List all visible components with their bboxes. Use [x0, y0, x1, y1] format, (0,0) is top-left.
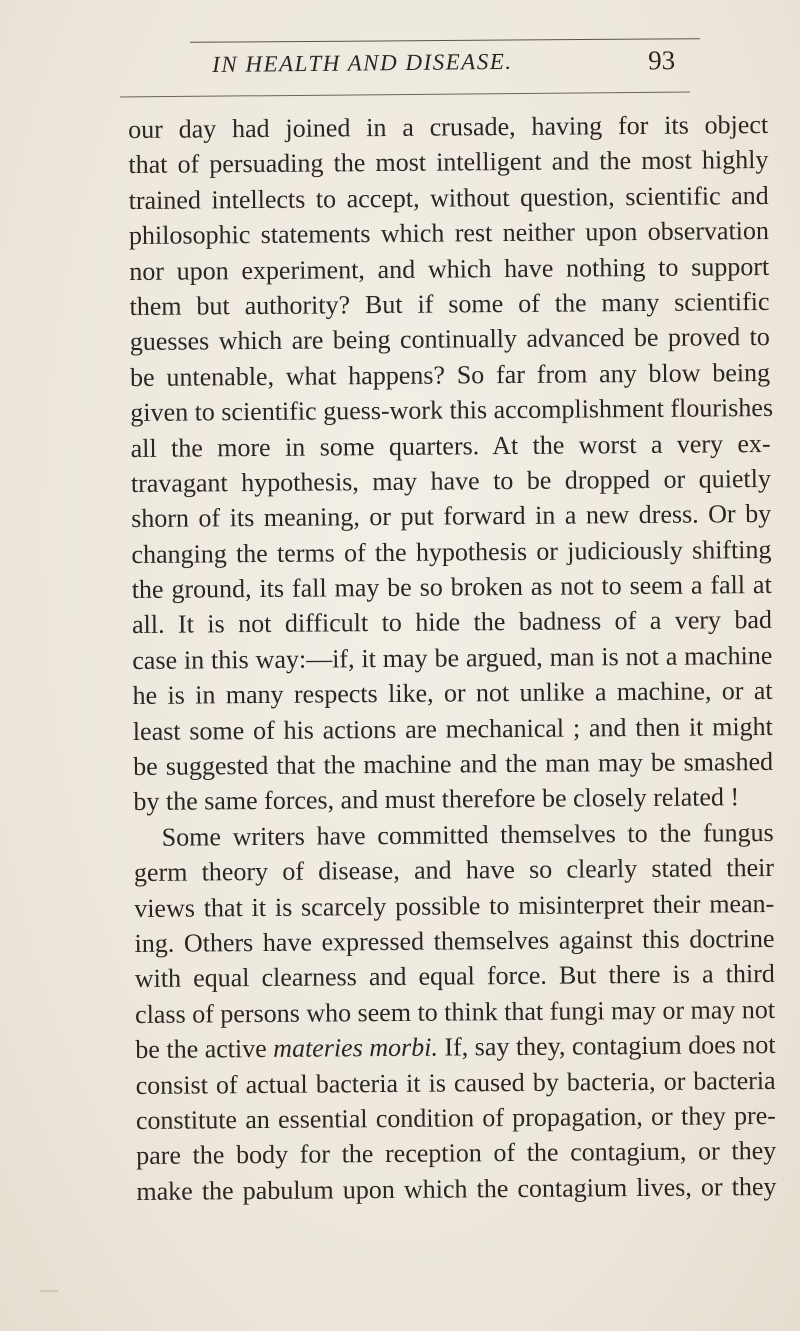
text-line: constitute an essential condition of propagation, or they pre- [135, 1100, 777, 1135]
text-line: consist of actual bacteria it is caused by bacteria, or bacteria [135, 1065, 776, 1100]
running-head [212, 47, 712, 92]
text-line: he is in many respects like, or not unlike a machine, or at [132, 676, 773, 711]
text-line: our day had joined in a crusade, having for its object [128, 109, 769, 144]
text-line: changing the terms of the hypothesis or judiciously shifting [131, 534, 772, 569]
top-rule [190, 38, 700, 43]
text-line: views that it is scarcely possible to misinterpret their mean- [134, 888, 775, 923]
running-title: IN HEALTH AND DISEASE. [212, 48, 513, 77]
text-run: If, say they, contagium does not [437, 1030, 776, 1062]
text-run: be the active [135, 1034, 274, 1065]
text-line: given to scientific guess-work this accomplishment flourishes [130, 393, 774, 428]
text-line: philosophic statements which rest neither upon observation [128, 216, 770, 251]
text-line: ing. Others have expressed themselves against this doctrine [134, 923, 775, 958]
page-number: 93 [647, 45, 676, 76]
text-line: class of persons who seem to think that fungi may or may not [134, 994, 776, 1029]
text-line: the ground, its fall may be so broken as not to seem a fall at [131, 570, 772, 605]
text-line: pare the body for the reception of the contagium, or they [136, 1136, 777, 1171]
italic-phrase: materies morbi. [273, 1032, 439, 1064]
body-text [128, 107, 777, 1209]
text-line-with-italic [135, 1027, 775, 1067]
text-line: with equal clearness and equal force. But there is a third [134, 959, 775, 994]
text-line: trained intellects to accept, without question, scientific and [128, 180, 769, 215]
text-line: Some writers have committed themselves to the fungus [161, 817, 774, 852]
text-line: case in this way:—if, it may be argued, man is not a machine [132, 640, 773, 675]
header-rule [120, 92, 690, 98]
text-line: all. It is not difficult to hide the badness of a very bad [131, 605, 773, 640]
text-line: be suggested that the machine and the man may be smashed [133, 746, 774, 782]
text-line: nor upon experiment, and which have nothing to support [129, 251, 770, 286]
text-line: that of persuading the most intelligent and the most highly [128, 145, 769, 180]
text-line: be untenable, what happens? So far from any blow being [129, 357, 771, 392]
text-line: make the pabulum upon which the contagium lives, or they [136, 1171, 777, 1206]
text-line: least some of his actions are mechanical ; and then it might [132, 711, 773, 746]
text-line: them but authority? But if some of the many scientific [129, 286, 770, 321]
text-line: by the same forces, and must therefore be closely related ! [133, 782, 740, 817]
text-line: all the more in some quarters. At the worst a very ex- [130, 428, 771, 463]
text-line: guesses which are being continually advanced be proved to [129, 322, 770, 357]
text-line: germ theory of disease, and have so clearly stated their [133, 853, 775, 888]
text-line: travagant hypothesis, may have to be dropped or quietly [130, 463, 772, 498]
paper-speck [40, 1290, 58, 1292]
text-line: shorn of its meaning, or put forward in a new dress. Or by [131, 499, 772, 534]
